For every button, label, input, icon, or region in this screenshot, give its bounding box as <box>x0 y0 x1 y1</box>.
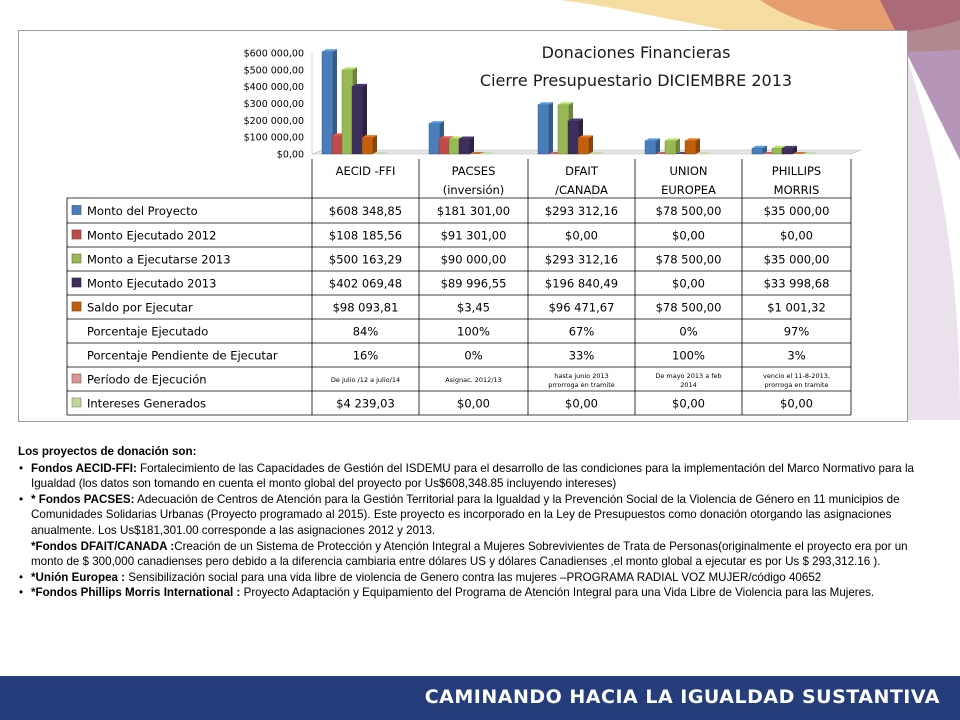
x-category-label: /CANADA <box>555 183 608 197</box>
table-cell-period: De mayo 2013 a feb <box>655 372 722 380</box>
x-category-label: DFAIT <box>565 164 598 178</box>
note-text: Sensibilización social para una vida libre de violencia de Genero contra las mujeres –PROGRAMA RADIAL VOZ MUJER/código 40652 <box>125 570 822 584</box>
table-cell-value: 97% <box>783 324 810 339</box>
table-cell-value: $35 000,00 <box>763 252 830 267</box>
bar-side <box>549 102 553 154</box>
table-cell-period: 2014 <box>680 381 697 389</box>
table-cell-value: $91 301,00 <box>440 228 507 243</box>
x-category-label: PHILLIPS <box>771 164 822 178</box>
table-cell-value: $0,00 <box>672 228 705 243</box>
bar-front <box>439 139 450 154</box>
y-tick-label: $100 000,00 <box>243 132 304 144</box>
table-cell-period: prrorroga en tramite <box>548 381 615 389</box>
legend-label: Monto Ejecutado 2012 <box>87 228 217 243</box>
bar <box>362 135 377 154</box>
note-label: Fondos AECID-FFI: <box>31 461 137 475</box>
bar-front <box>459 139 470 154</box>
table-cell-value: $3,45 <box>457 300 490 315</box>
bar-front <box>322 52 333 154</box>
table-cell-value: $90 000,00 <box>440 252 507 267</box>
table-cell-value: $0,00 <box>457 396 490 411</box>
bar-front <box>685 141 696 154</box>
bar-front <box>782 148 793 154</box>
bar-side <box>656 138 660 154</box>
table-cell-value: 0% <box>464 348 483 363</box>
chart-panel <box>18 30 908 422</box>
table-cell-period: hasta junio 2013 <box>554 372 609 380</box>
table-cell-value: $108 185,56 <box>328 228 403 243</box>
notes-intro: Los proyectos de donación son: <box>18 445 197 458</box>
table-cell-period: De julio /12 a julio/14 <box>330 376 401 384</box>
bar-front <box>538 105 549 154</box>
bar-side <box>676 138 680 154</box>
table-cell-value: 16% <box>352 348 379 363</box>
table-cell-value: $78 500,00 <box>655 252 722 267</box>
legend-label: Intereses Generados <box>87 396 206 411</box>
table-cell-period: Asignac. 2012/13 <box>445 376 502 384</box>
table-cell-value: 3% <box>787 348 806 363</box>
table-cell-value: $1 001,32 <box>767 300 826 315</box>
notes-list <box>18 461 933 601</box>
chart <box>19 31 909 423</box>
bar-front <box>665 141 676 154</box>
legend-swatch <box>72 254 81 263</box>
x-category-label: EUROPEA <box>661 183 716 197</box>
y-tick-label: $500 000,00 <box>243 65 304 77</box>
note-phillips <box>18 585 933 601</box>
bar-front <box>558 105 569 154</box>
bar-group <box>322 49 818 154</box>
note-label: * Fondos PACSES: <box>31 492 135 506</box>
bar-front <box>449 139 460 154</box>
x-category-label: UNION <box>669 164 708 178</box>
table-cell-value: $35 000,00 <box>763 204 830 218</box>
table-cell-value: $89 996,55 <box>440 276 507 291</box>
bar <box>665 138 680 154</box>
y-tick-label: $600 000,00 <box>243 48 304 60</box>
legend-label: Porcentaje Pendiente de Ejecutar <box>87 348 278 363</box>
legend-swatch <box>72 398 81 407</box>
table-cell-value: 0% <box>679 324 698 339</box>
bar-side <box>470 136 474 154</box>
table-cell-value: $0,00 <box>565 396 598 411</box>
bar <box>752 146 767 154</box>
table-cell-value: 100% <box>457 324 490 339</box>
bar-front <box>568 121 579 154</box>
legend-label: Período de Ejecución <box>87 372 207 387</box>
bar-side <box>589 135 593 154</box>
table-cell-value: $78 500,00 <box>655 300 722 315</box>
bar-front <box>752 148 763 154</box>
bar-front <box>352 86 363 154</box>
table-cell-value: $33 998,68 <box>763 276 830 291</box>
legend-label: Porcentaje Ejecutado <box>87 324 209 339</box>
bar <box>459 136 474 154</box>
table-cell-period: prorroga en tramite <box>764 381 829 389</box>
note-pacses <box>18 492 933 570</box>
table-cell-value: $500 163,29 <box>328 252 403 267</box>
table-cell-value: $181 301,00 <box>436 204 511 218</box>
legend-label: Saldo por Ejecutar <box>87 300 193 315</box>
x-category-label: PACSES <box>451 164 496 178</box>
bar-front <box>429 123 440 154</box>
legend-swatch <box>72 206 81 215</box>
table-cell-value: 100% <box>672 348 705 363</box>
bar-front <box>578 138 589 154</box>
chart-title: Donaciones Financieras <box>541 43 731 62</box>
bar <box>645 138 660 154</box>
y-tick-label: $0,00 <box>276 149 304 161</box>
bar-front <box>342 70 353 154</box>
table-cell-value: $293 312,16 <box>544 252 619 267</box>
bar <box>685 138 700 154</box>
note-union-europea <box>18 570 933 586</box>
footer-banner <box>0 676 960 720</box>
table-cell-value: $96 471,67 <box>548 300 615 315</box>
y-tick-label: $400 000,00 <box>243 82 304 94</box>
bar <box>578 135 593 154</box>
table-cell-value: $608 348,85 <box>328 204 403 218</box>
project-notes <box>18 444 933 601</box>
y-tick-label: $300 000,00 <box>243 99 304 110</box>
table-cell-value: $196 840,49 <box>544 276 619 291</box>
table-cell-value: $0,00 <box>565 228 598 243</box>
legend-label: Monto Ejecutado 2013 <box>87 276 217 291</box>
x-category-label: MORRIS <box>773 183 820 197</box>
table-cell-value: $4 239,03 <box>336 396 395 411</box>
table-cell-value: $293 312,16 <box>544 204 619 218</box>
bar-front <box>332 136 343 154</box>
table-cell-value: 84% <box>352 324 379 339</box>
note-label: *Fondos Phillips Morris International : <box>31 586 241 600</box>
note-label-dfait: *Fondos DFAIT/CANADA : <box>31 539 175 553</box>
note-text: Proyecto Adaptación y Equipamiento del Programa de Atención Integral para una Vida Libre de Violencia para las Mujeres. <box>240 586 875 600</box>
note-text-dfait: Creación de un Sistema de Protección y Atención Integral a Mujeres Sobrevivientes de Trata de Personas(originalmente el proyecto era por un monto de $ 300,000 canadienses pero debido a la diferencia cambiaria entre dólares US y dólares Canadienses ,el monto global a ejecutar es por Us $ 293,312.16 ). <box>31 539 908 569</box>
table-cell-value: 33% <box>568 348 595 363</box>
x-category-label: (inversión) <box>442 183 505 197</box>
table-cell-value: $0,00 <box>780 228 813 243</box>
y-axis-ticks <box>244 49 304 161</box>
table-cell-value: 67% <box>568 324 595 339</box>
chart-subtitle: Cierre Presupuestario DICIEMBRE 2013 <box>479 71 793 90</box>
note-text: Adecuación de Centros de Atención para la Gestión Territorial para la Igualdad y la Prevención Social de la Violencia de Género en 11 municipios de Comunidades Solidarias Urbanas (Proyecto programado al 2015). Este proyecto es incorporado en la Ley de Presupuestos como donación otorgando las asignaciones anualmente. Los Us$181,301.00 corresponde a las asignaciones 2012 y 2013. <box>31 492 900 537</box>
bar-side <box>696 138 700 154</box>
bar <box>538 102 553 154</box>
legend-label: Monto del Proyecto <box>87 204 198 218</box>
legend-label: Monto a Ejecutarse 2013 <box>87 252 231 267</box>
legend-swatch <box>72 278 81 287</box>
x-category-label: AECID -FFI <box>335 164 396 178</box>
note-text: Fortalecimiento de las Capacidades de Gestión del ISDEMU para el desarrollo de las condiciones para la implementación del Marco Normativo para la Igualdad (los datos son tomando en cuenta el monto global del proyecto por Us$608,348.85 incluyendo intereses) <box>31 461 914 491</box>
y-tick-label: $200 000,00 <box>243 115 304 127</box>
legend-swatch <box>72 302 81 311</box>
table-cell-value: $0,00 <box>672 276 705 291</box>
bar-front <box>772 148 783 154</box>
legend-swatch <box>72 230 81 239</box>
note-aecid <box>18 461 933 492</box>
table-cell-period: vencio el 11-8-2013, <box>763 372 830 380</box>
table-cell-value: $78 500,00 <box>655 204 722 218</box>
bar-side <box>373 135 377 154</box>
bar-front <box>362 137 373 154</box>
bar-front <box>645 141 656 154</box>
note-label: *Unión Europea : <box>31 570 126 584</box>
data-table <box>67 159 851 415</box>
table-cell-value: $402 069,48 <box>328 276 403 291</box>
legend-swatch <box>72 374 81 383</box>
bar <box>782 146 797 154</box>
banner-text: CAMINANDO HACIA LA IGUALDAD SUSTANTIVA <box>424 686 940 708</box>
table-cell-value: $98 093,81 <box>332 300 399 315</box>
table-cell-value: $0,00 <box>672 396 705 411</box>
table-cell-value: $0,00 <box>780 396 813 411</box>
